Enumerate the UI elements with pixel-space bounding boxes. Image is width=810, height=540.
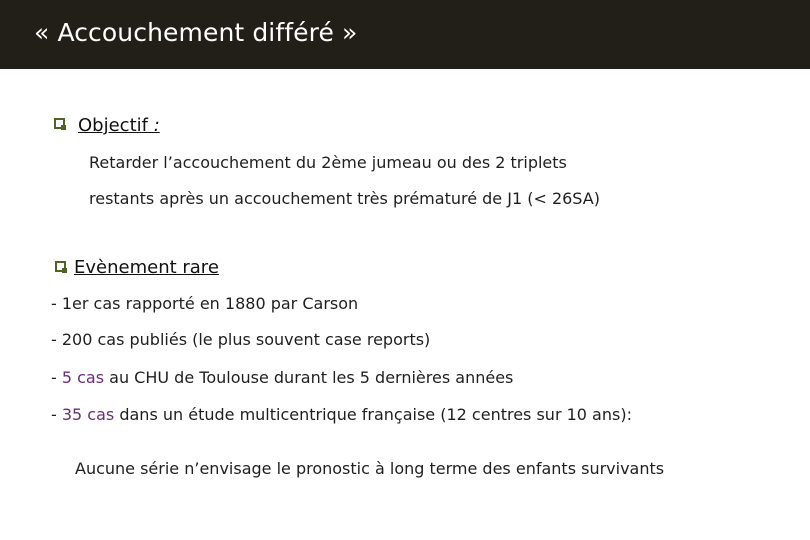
item-prefix: -: [51, 405, 62, 424]
item-highlight: 5 cas: [61, 368, 105, 387]
item-prefix: -: [51, 368, 62, 387]
item-rest: dans un étude multicentrique française (12 centres sur 10 ans):: [114, 405, 632, 424]
evenement-conclusion: Aucune série n’envisage le pronostic à long terme des enfants survivants: [75, 459, 665, 478]
checkbox-bullet-icon: [55, 261, 66, 272]
evenement-item-3: [51, 368, 513, 387]
objectif-heading-text: Objectif: [78, 115, 148, 136]
checkbox-bullet-icon: [54, 118, 65, 129]
objectif-heading-colon: :: [147, 115, 160, 136]
evenement-item-1: - 1er cas rapporté en 1880 par Carson: [51, 294, 359, 313]
item-highlight: 35 cas: [61, 405, 115, 424]
evenement-heading: Evènement rare: [74, 257, 219, 278]
title-bar: [0, 0, 810, 69]
objectif-line-2: restants après un accouchement très prématuré de J1 (< 26SA): [89, 189, 600, 208]
evenement-item-2: - 200 cas publiés (le plus souvent case reports): [51, 330, 431, 349]
item-rest: au CHU de Toulouse durant les 5 dernières années: [104, 368, 514, 387]
slide-title: « Accouchement différé »: [34, 18, 358, 47]
objectif-line-1: Retarder l’accouchement du 2ème jumeau ou des 2 triplets: [89, 153, 567, 172]
evenement-item-4: [51, 405, 632, 424]
objectif-heading: [78, 115, 160, 136]
